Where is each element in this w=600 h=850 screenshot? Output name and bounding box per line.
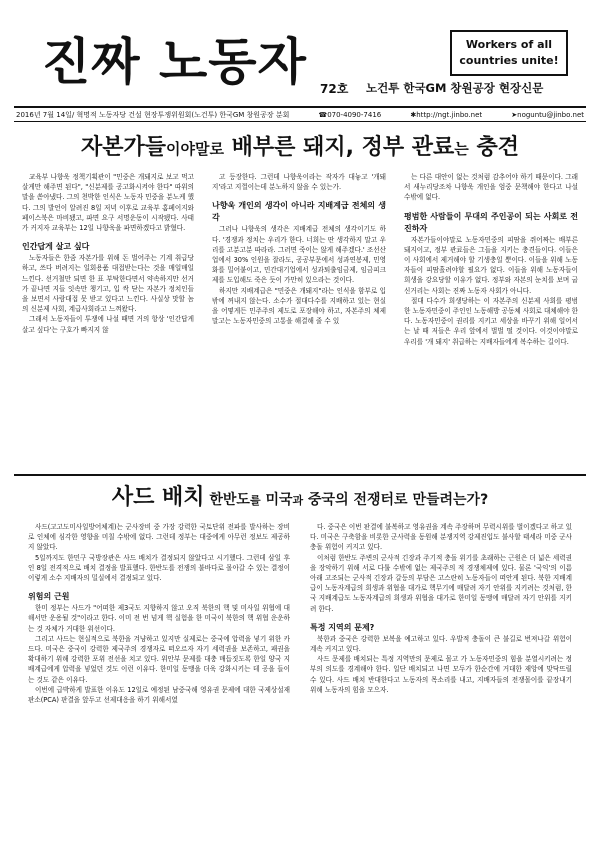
info-bar — [14, 106, 586, 122]
headline-part: 는 — [454, 140, 469, 158]
subheading: 위험의 근원 — [28, 592, 70, 602]
paragraph: 절대 다수가 희생당하는 이 자본주의 신분제 사회를 평범한 노동자민중이 주인인 노동해방 공동체 사회로 대체해야 한다. 노동자민중이 권리를 지키고 세상을 바꾸기 위해 일어서는 날 때 저들은 우리 앞에서 벌벌 떨 것이다. 이것이야말로 우리를 '개 돼지' 취급하는 지배자들에게 복수하는 길이다. — [404, 296, 578, 346]
phone-number: ☎070-4090-7416 — [318, 110, 382, 119]
subheading: 인간답게 살고 싶다 — [22, 242, 90, 252]
subheading: 나향욱 개인의 생각이 아니라 지배계급 전체의 생각 — [212, 201, 386, 223]
paragraph: 그리고 사드는 현실적으로 북한을 겨냥하고 있지만 실제로는 중국에 압력을 넣기 위한 카드다. 미국은 중국이 강력한 제국주의 경쟁자로 떠오르자 자기 세력권을 보존하고, 패권을 확대하기 위해 강력한 포위 전선을 치고 있다. 위안부 문제를 대충 매듭짓도록 한일 양국 지배계급에게 압력을 넣었던 것도 이런 이유다. 한미일 동맹을 더욱 강화시키는 데 공을 들이는 것도 같은 이유다. — [28, 634, 290, 684]
paragraph: 는 다른 대안이 없는 것처럼 감추어야 하기 때문이다. 그래서 새누리당조차 나향욱 개인을 엄중 문책해야 한다고 나설 수밖에 없다. — [404, 173, 578, 202]
publication-info: 2016년 7월 14일/ 혁명적 노동자당 건설 현장투쟁위원회(노건투) 한국GM 창원공장 분회 — [16, 110, 290, 119]
headline-part: 한반도 — [204, 492, 250, 508]
masthead — [14, 22, 586, 102]
article2-column-1 — [28, 522, 290, 705]
paragraph: 하지만 지배계급은 "민중은 개돼지"라는 인식을 함부로 입 밖에 꺼내지 않는다. 소수가 절대다수를 지배하고 있는 현실을 어떻게든 민주주의 제도로 포장해야 하고, 자본주의 체제 말고는 노동자민중의 고통을 해결해 줄 수 있 — [212, 286, 386, 326]
subheading: 특정 지역의 문제? — [310, 622, 375, 632]
slogan-box — [450, 30, 568, 76]
headline-part: 배부른 돼지, 정부 관료 — [224, 135, 455, 160]
paragraph: 사드 문제를 배치되는 특정 지역만의 문제로 몰고 가 노동자민중의 힘을 분열시키려는 정부의 의도를 경계해야 한다. 일단 배치되고 나면 모두가 한순간에 거대한 재앙에 맞닥뜨릴 수 있다. 사드 배치 반대한다고 노동자의 목소리를 내고, 지배자들의 전쟁몰이를 끝장내기 위해 노동자의 힘을 모으자. — [310, 655, 572, 694]
headline-part: 이야말로 — [166, 140, 225, 158]
paragraph: 다. 중국은 이번 판결에 불복하고 영유권을 계속 주장하며 무력시위를 벌이겠다고 하고 있다. 미국은 구축함을 비롯한 군사력을 동원해 분쟁지역 강제진입도 불사할 태세라 미중 군사충돌 위험이 커지고 있다. — [310, 523, 572, 552]
paragraph: 그러나 나향욱의 생각은 지배계급 전체의 생각이기도 하다. '경쟁과 정치는 우리가 한다. 너희는 딴 생각하지 말고 우리를 고분고분 따라라. 그러면 죽이는 않게 해주겠다.' 조선산업에서 30% 인원을 잘라도, 공공부문에서 성과연봉제, 민영화를 밀어붙이고, 민간대기업에서 성과퇴출임금제, 임금피크제를 도입해도 죽은 듯이 가만히 있으라는 것이다. — [212, 225, 386, 285]
section-divider — [14, 474, 586, 476]
headline-main: 사드 배치 — [111, 485, 205, 510]
paragraph: 교육부 나향욱 정책기획관이 "민중은 개돼지로 보고 먹고 살게만 해주면 된다", "신분제를 공고화시켜야 한다" 따위의 말을 쏟아냈다. 그의 천박한 인식은 노동자 민중을 분노케 했다. 그의 발언이 알려진 8일 저녁 이후로 교육부 홈페이지와 페이스북은 마비됐고, 파면 요구 서명운동이 시작됐다. 사태가 커지자 교육부는 12일 나향욱을 파면하겠다고 밝혔다. — [22, 173, 194, 233]
paragraph: 이번에 급박하게 발표한 이유도 12일로 예정된 남중국해 영유권 문제에 대한 국제상설재판소(PCA) 판결을 앞두고 선제대응을 하기 위해서였 — [28, 685, 290, 705]
paragraph: 북한과 중국은 강력한 보복을 예고하고 있다. 우발적 충돌이 큰 불길로 번져나갈 위험이 계속 커지고 있다. — [310, 634, 572, 654]
paragraph: 자본가들이야말로 노동자민중의 피땀을 쥐어짜는 배부른 돼지이고, 정부 관료들은 그들을 지키는 충견들이다. 이들은 이 사회에서 제거해야 할 기생충일 뿐이다. 이들을 위해 노동자들이 피땀흘려야할 필요가 없다. 이들을 위해 노동자들이 희생을 강요당할 이유가 없다. 정부와 자본의 눈치를 보며 굽신거리는 사회는 진짜 노동자 사회가 아니다. — [404, 235, 578, 295]
headline-part: 를 — [249, 494, 261, 507]
article2-column-2 — [310, 522, 572, 695]
paragraph: 그래서 노동자들이 투쟁에 나설 때면 거의 항상 '인간답게 살고 싶다'는 구호가 빠지지 않 — [22, 315, 194, 334]
headline-part: 충견 — [468, 135, 519, 160]
article2-headline — [20, 480, 580, 511]
paragraph: 한미 정부는 사드가 "어떠한 제3국도 지향하지 않고 오직 북한의 핵 및 미사일 위협에 대해서만 운용될 것"이라고 한다. 이미 전 번 넘게 핵 실험을 한 미국이 북한의 핵 위협 운운하는 것 자체가 거대한 위선이다. — [28, 604, 290, 633]
newspaper-title: 진짜 노동자 — [42, 33, 307, 91]
headline-part: 과 — [292, 494, 304, 507]
headline-part: 미국 — [260, 492, 293, 508]
headline-part: 자본가들 — [81, 135, 167, 160]
headline-part: 중국의 전쟁터로 만들려는가? — [303, 492, 489, 508]
issue-number: 72호 — [320, 82, 349, 96]
slogan-line-2: countries unite! — [459, 54, 559, 67]
paragraph: 5일까지도 한민구 국방장관은 사드 배치가 결정되지 않았다고 시기했다. 그런데 삼일 후인 8일 전격적으로 배치 결정을 발표했다. 한반도를 전쟁의 불바다로 몰아갈 수 있는 결정이 이렇게 소수 지배자의 밀실에서 결정되고 있다. — [28, 553, 290, 583]
website-link[interactable]: ✱http://ngt.jinbo.net — [410, 110, 483, 119]
article1-column-2 — [212, 172, 386, 326]
article1-column-1 — [22, 172, 194, 335]
subheading: 평범한 사람들이 무대의 주인공이 되는 사회로 전진하자 — [404, 211, 578, 233]
paragraph: 사드(고고도미사일방어체계)는 군사장비 중 가장 강력한 국토단위 전파를 발사하는 장비로 인체에 심각한 영향을 미칠 수밖에 없다. 그런데 정부는 대중에게 아무런 정보도 제공하지 않았다. — [28, 523, 290, 552]
paragraph: 고 등장한다. 그런데 나향욱이라는 작자가 대놓고 '개돼지'라고 지껄이는데 분노하지 않을 수 있는가. — [212, 173, 386, 192]
email-link[interactable]: ➤noguntu@jinbo.net — [511, 110, 584, 119]
article1-headline — [20, 130, 580, 161]
paper-subtitle: 노건투 한국GM 창원공장 현장신문 — [366, 81, 544, 95]
slogan-line-1: Workers of all — [465, 38, 553, 51]
paragraph: 노동자들은 한줌 자본가를 위해 돈 벌어주는 기계 취급당하고, 쓰다 버려지는 일회용품 대접받는다는 것을 매일매일 느낀다. 선거철만 되면 한 표 부탁한다면서 약속하지만 선거가 끝나면 지들 잇속만 챙기고, 입 싹 닫는 자본가 정치인들을 보면서 사람대접 못 받고 있다고 느낀다. 사실상 맛할 놈의 신분제 사회, 계급사회라고 느껴왔다. — [22, 254, 194, 314]
headline-sub — [204, 492, 488, 508]
paragraph: 이처럼 한반도 주변의 군사적 긴장과 주기적 충돌 위기를 초래하는 근원은 더 넓은 세력권을 장악하기 위해 서로 다툴 수밖에 없는 제국주의 적 경쟁체제에 있다. 물론 '국익'의 이름 아래 고조되는 군사적 긴장과 갈등의 부담은 고스란히 노동자들이 떠안게 된다. 북한 지배계급이 노동자계급의 희생과 위협을 대가로 핵무기에 매달려 자기 안위를 지키려는 것처럼, 한국 지배계급도 노동자계급의 희생과 위협을 대가로 한미일 동맹에 매달려 자기 안위를 지키려 한다. — [310, 553, 572, 613]
article1-column-3 — [404, 172, 578, 347]
